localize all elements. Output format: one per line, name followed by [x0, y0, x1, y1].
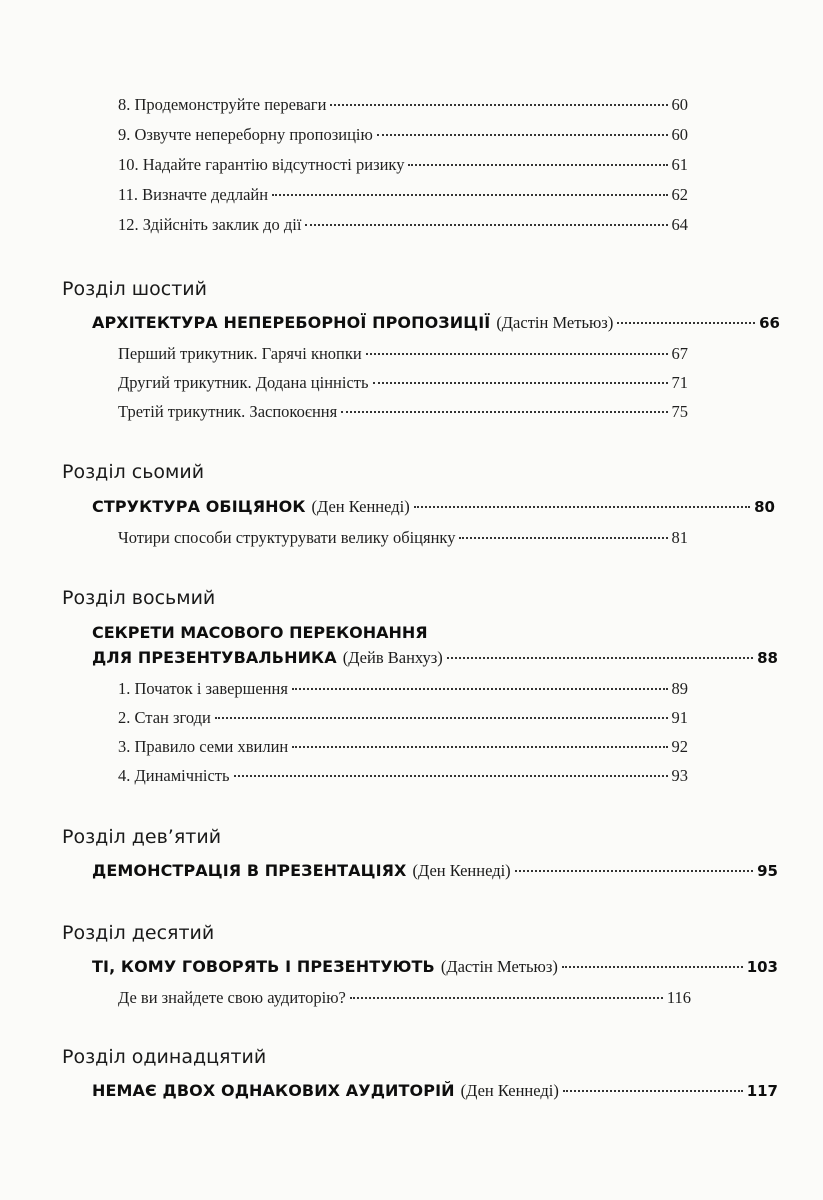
- chapter-author: (Дастін Метьюз): [496, 313, 614, 332]
- toc-entry[interactable]: [118, 155, 688, 175]
- leader-dots: [341, 411, 667, 413]
- leader-dots: [272, 194, 667, 196]
- chapter-title-entry[interactable]: [92, 957, 778, 977]
- page-number: 93: [671, 766, 688, 785]
- toc-entry[interactable]: [118, 125, 688, 145]
- chapter-label: Розділ дев’ятий: [62, 826, 222, 848]
- leader-dots: [563, 1090, 743, 1092]
- chapter-title-entry[interactable]: [92, 1081, 778, 1101]
- chapter-label: Розділ шостий: [62, 278, 208, 300]
- toc-entry[interactable]: [118, 766, 688, 786]
- page-number: 60: [671, 95, 688, 114]
- toc-entry[interactable]: [118, 373, 688, 393]
- page-number: 95: [757, 862, 778, 880]
- chapter-title-entry[interactable]: [92, 313, 780, 333]
- leader-dots: [459, 537, 667, 539]
- toc-entry[interactable]: [118, 95, 688, 115]
- leader-dots: [330, 104, 667, 106]
- entry-text: 11. Визначте дедлайн: [118, 185, 269, 204]
- entry-text: Другий трикутник. Додана цінність: [118, 373, 369, 392]
- chapter-label: Розділ восьмий: [62, 587, 216, 609]
- page-number: 66: [759, 314, 780, 332]
- leader-dots: [305, 224, 667, 226]
- entry-text: 4. Динамічність: [118, 766, 230, 785]
- page-number: 81: [671, 528, 688, 547]
- entry-text: 1. Початок і завершення: [118, 679, 288, 698]
- page-number: 116: [666, 988, 691, 1007]
- entry-text: Чотири способи структурувати велику обіцянку: [118, 528, 456, 547]
- page-number: 80: [754, 498, 775, 516]
- entry-text: 2. Стан згоди: [118, 708, 211, 727]
- page-number: 89: [671, 679, 688, 698]
- entry-text: 12. Здійсніть заклик до дії: [118, 215, 302, 234]
- entry-text: Третій трикутник. Заспокоєння: [118, 402, 338, 421]
- chapter-title-line1: СЕКРЕТИ МАСОВОГО ПЕРЕКОНАННЯ: [92, 623, 428, 642]
- chapter-title: СТРУКТУРА ОБІЦЯНОК: [92, 497, 306, 516]
- page-number: 67: [671, 344, 688, 363]
- entry-text: Перший трикутник. Гарячі кнопки: [118, 344, 362, 363]
- chapter-label: Розділ десятий: [62, 922, 215, 944]
- toc-entry[interactable]: [118, 988, 691, 1008]
- leader-dots: [292, 688, 668, 690]
- leader-dots: [408, 164, 667, 166]
- entry-text: 8. Продемонструйте переваги: [118, 95, 327, 114]
- leader-dots: [234, 775, 668, 777]
- chapter-author: (Ден Кеннеді): [311, 497, 410, 516]
- leader-dots: [373, 382, 668, 384]
- chapter-label: Розділ одинадцятий: [62, 1046, 267, 1068]
- entry-text: Де ви знайдете свою аудиторію?: [118, 988, 346, 1007]
- toc-entry[interactable]: [118, 737, 688, 757]
- chapter-title-entry[interactable]: [92, 861, 778, 881]
- chapter-title: ДЛЯ ПРЕЗЕНТУВАЛЬНИКА: [92, 648, 337, 667]
- page-number: 91: [671, 708, 688, 727]
- page-number: 61: [671, 155, 688, 174]
- entry-text: 10. Надайте гарантію відсутності ризику: [118, 155, 405, 174]
- toc-entry[interactable]: [118, 528, 688, 548]
- chapter-title: ДЕМОНСТРАЦІЯ В ПРЕЗЕНТАЦІЯХ: [92, 861, 407, 880]
- page-number: 71: [671, 373, 688, 392]
- chapter-author: (Дастін Метьюз): [440, 957, 558, 976]
- chapter-title-entry[interactable]: [92, 648, 778, 668]
- leader-dots: [292, 746, 667, 748]
- chapter-author: (Дейв Ванхуз): [342, 648, 443, 667]
- toc-entry[interactable]: [118, 402, 688, 422]
- leader-dots: [215, 717, 668, 719]
- toc-entry[interactable]: [118, 679, 688, 699]
- toc-entry[interactable]: [118, 344, 688, 364]
- page-number: 75: [671, 402, 688, 421]
- leader-dots: [414, 506, 750, 508]
- entry-text: 9. Озвучте непереборну пропозицію: [118, 125, 373, 144]
- entry-text: 3. Правило семи хвилин: [118, 737, 289, 756]
- toc-entry[interactable]: [118, 708, 688, 728]
- chapter-title-entry[interactable]: [92, 497, 775, 517]
- page-number: 88: [757, 649, 778, 667]
- leader-dots: [350, 997, 663, 999]
- chapter-title: НЕМАЄ ДВОХ ОДНАКОВИХ АУДИТОРІЙ: [92, 1081, 455, 1100]
- chapter-author: (Ден Кеннеді): [412, 861, 511, 880]
- page-number: 103: [746, 958, 778, 976]
- leader-dots: [377, 134, 668, 136]
- leader-dots: [366, 353, 668, 355]
- chapter-title: ТІ, КОМУ ГОВОРЯТЬ І ПРЕЗЕНТУЮТЬ: [92, 957, 435, 976]
- page-number: 117: [746, 1082, 778, 1100]
- page-number: 62: [671, 185, 688, 204]
- chapter-label: Розділ сьомий: [62, 461, 205, 483]
- chapter-author: (Ден Кеннеді): [460, 1081, 559, 1100]
- page-number: 64: [671, 215, 688, 234]
- leader-dots: [447, 657, 753, 659]
- toc-entry[interactable]: [118, 185, 688, 205]
- page-number: 92: [671, 737, 688, 756]
- leader-dots: [515, 870, 753, 872]
- leader-dots: [617, 322, 755, 324]
- leader-dots: [562, 966, 743, 968]
- chapter-title: АРХІТЕКТУРА НЕПЕРЕБОРНОЇ ПРОПОЗИЦІЇ: [92, 313, 491, 332]
- page-number: 60: [671, 125, 688, 144]
- toc-entry[interactable]: [118, 215, 688, 235]
